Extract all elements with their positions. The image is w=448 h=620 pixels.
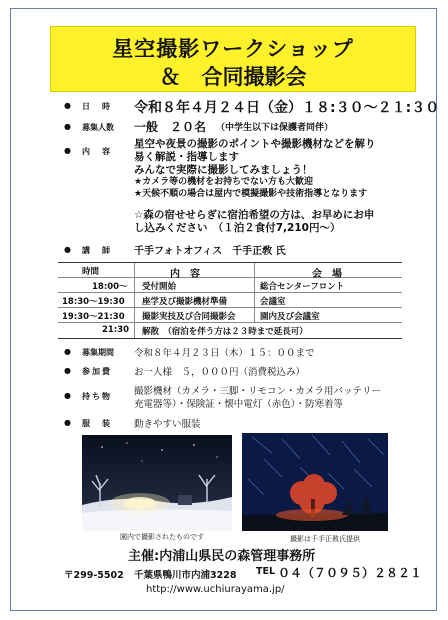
table-row-time: 18:00〜 <box>92 282 128 292</box>
bullet-icon: ● <box>64 146 71 155</box>
table-divider <box>254 263 255 322</box>
table-row-time: 21:30 <box>102 325 130 335</box>
organizer: 主催:内浦山県民の森管理事務所 <box>128 549 316 564</box>
table-row-venue: 園内及び会議室 <box>260 312 320 322</box>
table-divider <box>58 322 402 323</box>
table-row-time: 18:30〜19:30 <box>62 297 125 307</box>
content-line: みんなで実際に撮影してみましょう！ <box>134 164 313 176</box>
website-url[interactable]: http://www.uchiurayama.jp/ <box>146 584 285 595</box>
date-label: 日 時 <box>82 102 112 111</box>
bullet-icon: ● <box>64 418 71 427</box>
postal-code: 〒299-5502 <box>64 570 124 581</box>
capacity-value: 一般 ２０名 <box>134 120 207 134</box>
address: 千葉県鴨川市内浦3228 <box>134 570 237 581</box>
table-row-venue: 会議室 <box>260 297 286 307</box>
bullet-icon: ● <box>64 101 71 110</box>
title-banner <box>50 26 416 92</box>
stay-line: し込みください （１泊２食付7,210円〜） <box>134 222 341 234</box>
content-line: ★天候不順の場合は屋内で模擬撮影や技術指導となります <box>134 189 368 199</box>
table-row-time: 19:30〜21:30 <box>62 312 125 322</box>
items-line: 撮影機材（カメラ・三脚・リモコン・カメラ用バッテリー <box>134 386 382 397</box>
stay-line: ☆森の宿せせらぎに宿泊希望の方は、お早めにお申 <box>134 209 375 221</box>
table-header-venue: 会 場 <box>312 269 342 280</box>
content-line: 星空や夜景の撮影のポイントや撮影機材などを解り <box>134 138 376 150</box>
left-photo-caption: 園内で撮影されたものです <box>120 533 204 541</box>
clothes-value: 動きやすい服装 <box>134 419 201 430</box>
table-divider <box>58 307 402 308</box>
period-value: 令和８年４月２３日（木）１５：００まで <box>134 348 315 359</box>
bullet-icon: ● <box>64 391 71 400</box>
tel-number: ０４（７０９５）２８２１ <box>278 566 423 580</box>
title-line2: ＆ 合同撮影会 <box>159 65 307 89</box>
capacity-note: （中学生以下は保護者同伴） <box>216 123 334 133</box>
fee-value: お一人様 ５，０００円（消費税込み） <box>134 367 306 378</box>
bullet-icon: ● <box>64 366 71 375</box>
date-value: 令和８年４月２４日（金）１８:３０〜２１:３０ <box>134 100 440 116</box>
table-header-time: 時間 <box>82 267 100 277</box>
schedule-table <box>58 262 402 339</box>
table-row-content: 撮影実技及び合同撮影会 <box>142 312 236 322</box>
instructor-label: 講 師 <box>82 246 112 255</box>
title-line1: 星空撮影ワークショップ <box>112 37 354 61</box>
content-line: 易く解説・指導します <box>134 151 239 163</box>
table-row-content: 受付開始 <box>142 282 177 292</box>
items-label: 持ち物 <box>82 392 112 401</box>
period-label: 募集期間 <box>82 348 114 357</box>
fee-label: 参加費 <box>82 367 112 376</box>
table-divider <box>134 263 135 338</box>
tel-label: TEL <box>256 566 276 577</box>
content-label: 内 容 <box>82 147 112 156</box>
bullet-icon: ● <box>64 347 71 356</box>
photo-snow-night <box>82 435 232 531</box>
bullet-icon: ● <box>64 245 71 254</box>
table-row-venue: 総合センターフロント <box>260 282 345 292</box>
right-photo-caption: 撮影は千手正敎氏提供 <box>290 535 360 543</box>
table-divider <box>58 277 402 278</box>
content-line: ★カメラ等の機材をお持ちでない方も大歓迎 <box>134 177 313 187</box>
table-divider <box>58 292 402 293</box>
items-line: 充電器等）・保険証・懐中電灯（赤色）・防寒着等 <box>134 399 344 410</box>
table-row-content: 座学及び撮影機材準備 <box>142 297 228 307</box>
photo-star-trails <box>242 433 388 531</box>
capacity-label: 募集人数 <box>82 123 114 132</box>
table-row-content: 解散 （宿泊を伴う方は２３時まで延長可） <box>142 327 308 337</box>
instructor-value: 千手フォトオフィス 千手正敎 氏 <box>134 246 286 257</box>
table-header-content: 内 容 <box>170 269 200 280</box>
bullet-icon: ● <box>64 122 71 131</box>
clothes-label: 服 装 <box>82 419 112 428</box>
